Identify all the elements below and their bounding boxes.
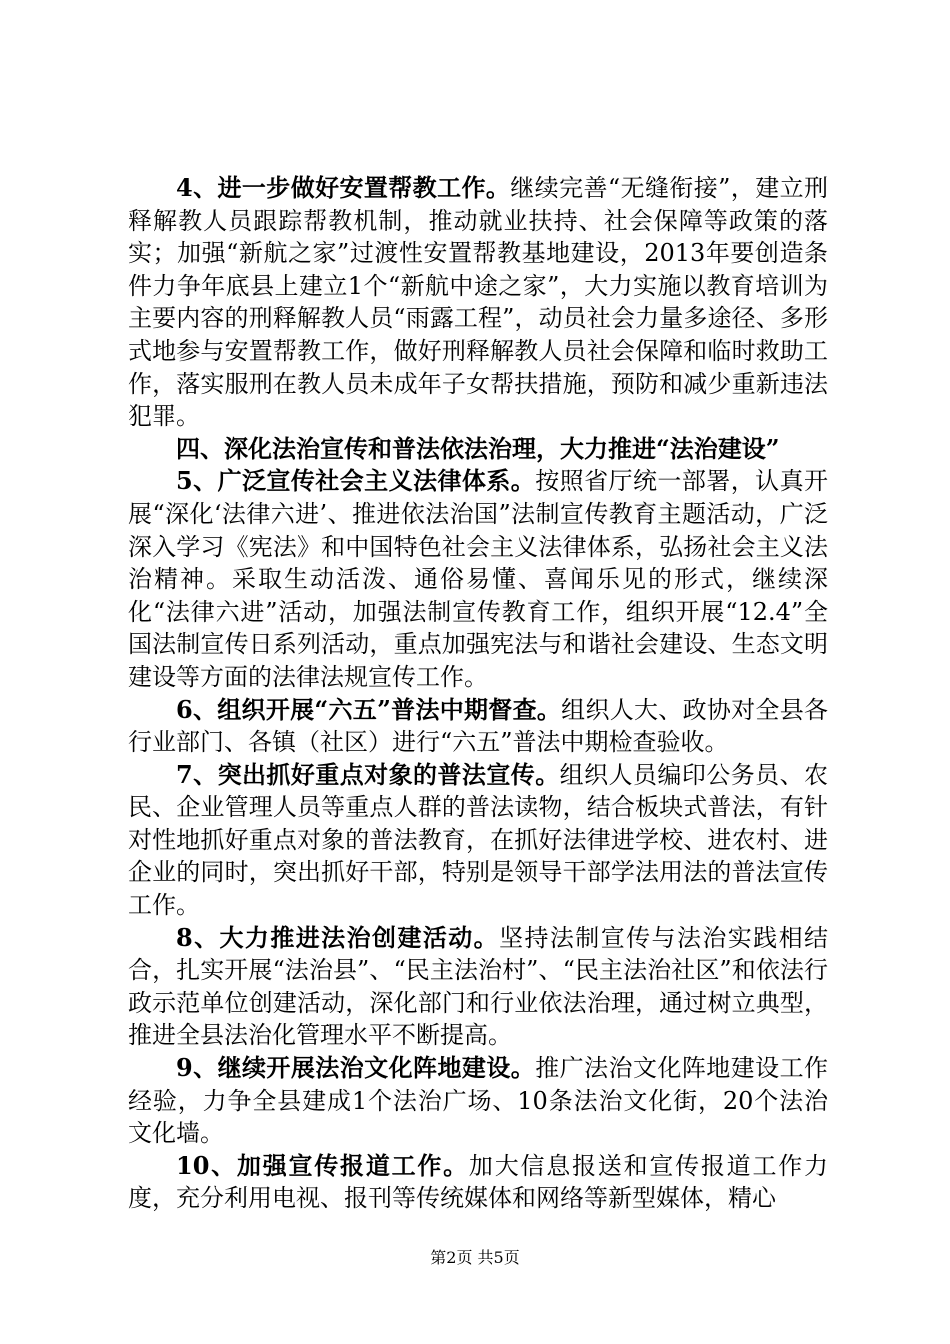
paragraph-lead: 9、继续开展法治文化阵地建设。 [176, 1053, 536, 1083]
paragraph-item-7 [128, 759, 828, 922]
paragraph-body: 组织人员编印公务员、农民、企业管理人员等重点人群的普法读物，结合板块式普法，有针对性地抓好重点对象的普法教育，在抓好法律进学校、进农村、进企业的同时，突出抓好干部，特别是领导干部学法用法的普法宣传工作。 [128, 760, 829, 920]
paragraph-item-8 [128, 922, 828, 1052]
paragraph-item-5 [128, 465, 828, 693]
section-heading-4: 四、深化法治宣传和普法依法治理，大力推进“法治建设” [176, 433, 780, 463]
paragraph-lead: 5、广泛宣传社会主义法律体系。 [176, 466, 536, 496]
paragraph-lead: 7、突出抓好重点对象的普法宣传。 [176, 759, 560, 789]
paragraph-body: 按照省厅统一部署，认真开展“深化‘法律六进’、推进依法治国”法制宣传教育主题活动，广泛深入学习《宪法》和中国特色社会主义法律体系，弘扬社会主义法治精神。采取生动活泼、通俗易懂、喜闻乐见的形式，继续深化“法律六进”活动，加强法制宣传教育工作，组织开展“12.4”全国法制宣传日系列活动，重点加强宪法与和谐社会建设、生态文明建设等方面的法律法规宣传工作。 [128, 467, 828, 691]
paragraph-body: 组织人大、政协对全县各行业部门、各镇（社区）进行“六五”普法中期检查验收。 [128, 695, 829, 757]
paragraph-body: 坚持法制宣传与法治实践相结合，扎实开展“法治县”、“民主法治村”、“民主法治社区”和依法行政示范单位创建活动，深化部门和行业依法治理，通过树立典型，推进全县法治化管理水平不断提高。 [128, 923, 829, 1050]
paragraph-lead: 8、大力推进法治创建活动。 [176, 922, 500, 952]
paragraph-body: 继续完善“无缝衔接”，建立刑释解教人员跟踪帮教机制，推动就业扶持、社会保障等政策的落实；加强“新航之家”过渡性安置帮教基地建设，2013年要创造条件力争年底县上建立1个“新航中途之家”，大力实施以教育培训为主要内容的刑释解教人员“雨露工程”，动员社会力量多途径、多形式地参与安置帮教工作，做好刑释解教人员社会保障和临时救助工作，落实服刑在教人员未成年子女帮扶措施，预防和减少重新违法犯罪。 [128, 174, 828, 431]
document-body [128, 172, 828, 1215]
paragraph-lead: 6、组织开展“六五”普法中期督查。 [176, 694, 562, 724]
paragraph-item-4 [128, 172, 828, 433]
paragraph-item-9 [128, 1052, 828, 1150]
paragraph-item-6 [128, 694, 828, 759]
paragraph-body: 推广法治文化阵地建设工作经验，力争全县建成1个法治广场、10条法治文化街，20个法治文化墙。 [128, 1054, 828, 1148]
paragraph-body: 加大信息报送和宣传报道工作力度，充分利用电视、报刊等传统媒体和网络等新型媒体，精心 [128, 1151, 828, 1213]
paragraph-item-10 [128, 1150, 828, 1215]
page-number-footer: 第2页 共5页 [430, 1248, 520, 1267]
paragraph-lead: 4、进一步做好安置帮教工作。 [176, 173, 511, 202]
paragraph-lead: 10、加强宣传报道工作。 [176, 1150, 469, 1180]
